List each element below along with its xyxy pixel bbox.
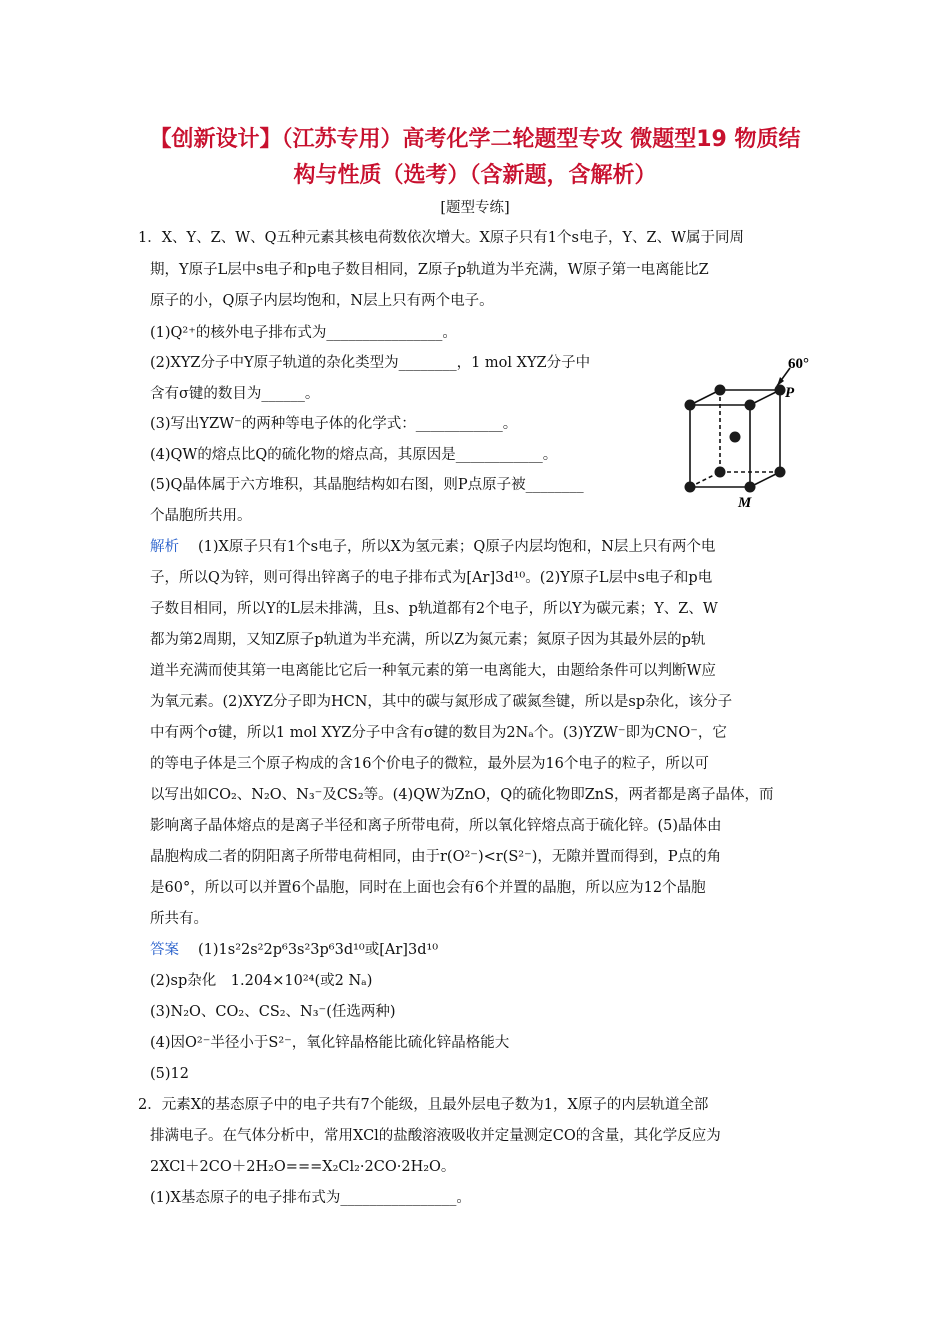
analysis-line: 影响离子晶体熔点的是离子半径和离子所带电荷，所以氧化锌熔点高于硫化锌。(5)晶体由 — [150, 818, 722, 834]
analysis-line: 子数目相同，所以Y的L层未排满，且s、p轨道都有2个电子，所以Y为碳元素；Y、Z、W — [150, 601, 718, 617]
q1-part: (2)XYZ分子中Y原子轨道的杂化类型为________，1 mol XYZ分子中 — [150, 355, 591, 371]
angle-label: 60° — [788, 356, 809, 372]
q2-stem-line: 排满电子。在气体分析中，常用XCl的盐酸溶液吸收并定量测定CO的含量，其化学反应为 — [150, 1128, 721, 1144]
point-m-label: M — [738, 495, 752, 511]
analysis-label: 解析 — [150, 539, 179, 555]
analysis-line: 道半充满而使其第一电离能比它后一种氧元素的第一电离能大，由题给条件可以判断W应 — [150, 663, 716, 679]
analysis-line: (1)X原子只有1个s电子，所以X为氢元素；Q原子内层均饱和，N层上只有两个电 — [198, 539, 716, 555]
section-subtitle: [题型专练] — [440, 200, 510, 216]
analysis-line: 以写出如CO₂、N₂O、N₃⁻及CS₂等。(4)QW为ZnO，Q的硫化物即ZnS，两者都是离子晶体，而 — [150, 787, 774, 803]
q2-stem-line: 2XCl＋2CO＋2H₂O===X₂Cl₂·2CO·2H₂O。 — [150, 1159, 456, 1175]
atom — [715, 385, 726, 396]
atom-interior — [730, 432, 741, 443]
atom — [775, 467, 786, 478]
answer-line: (4)因O²⁻半径小于S²⁻，氧化锌晶格能比硫化锌晶格能大 — [150, 1035, 510, 1051]
answer-line: (2)sp杂化 1.204×10²⁴(或2 Nₐ) — [150, 973, 373, 989]
answer-line: (3)N₂O、CO₂、CS₂、N₃⁻(任选两种) — [150, 1004, 396, 1020]
analysis-line: 所共有。 — [150, 911, 208, 927]
atom — [685, 482, 696, 493]
q1-part: 个晶胞所共用。 — [150, 508, 252, 524]
analysis-line: 子，所以Q为锌，则可得出锌离子的电子排布式为[Ar]3d¹⁰。(2)Y原子L层中s电子和p电 — [150, 570, 713, 586]
q1-stem-line: 1．X、Y、Z、W、Q五种元素其核电荷数依次增大。X原子只有1个s电子，Y、Z、W属于同周 — [138, 230, 745, 246]
answer-label: 答案 — [150, 942, 179, 958]
point-p-label: P — [785, 385, 795, 401]
q2-part: (1)X基态原子的电子排布式为________________。 — [150, 1190, 471, 1206]
title-line-2: 构与性质（选考）（含新题，含解析） — [293, 163, 657, 188]
unit-cell-figure — [680, 350, 830, 515]
analysis-line: 是60°，所以可以并置6个晶胞，同时在上面也会有6个并置的晶胞，所以应为12个晶胞 — [150, 880, 706, 896]
atom-p — [775, 385, 786, 396]
document-title — [120, 122, 830, 194]
q1-part: (1)Q²⁺的核外电子排布式为________________。 — [150, 325, 457, 341]
q1-part: (4)QW的熔点比Q的硫化物的熔点高，其原因是____________。 — [150, 447, 558, 463]
analysis-line: 晶胞构成二者的阴阳离子所带电荷相同，由于r(O²⁻)<r(S²⁻)，无隙并置而得到，P点的角 — [150, 849, 722, 865]
title-line-1: 【创新设计】（江苏专用）高考化学二轮题型专攻 微题型19 物质结 — [149, 127, 801, 152]
q1-part: (5)Q晶体属于六方堆积，其晶胞结构如右图，则P点原子被________ — [150, 477, 584, 493]
answer-line: (5)12 — [150, 1066, 189, 1082]
atom — [745, 400, 756, 411]
analysis-line: 为氧元素。(2)XYZ分子即为HCN，其中的碳与氮形成了碳氮叁键，所以是sp杂化，该分子 — [150, 694, 733, 710]
atom-m — [745, 482, 756, 493]
q1-part: 含有σ键的数目为______。 — [150, 386, 320, 402]
analysis-line: 都为第2周期，又知Z原子p轨道为半充满，所以Z为氮元素；氮原子因为其最外层的p轨 — [150, 632, 706, 648]
analysis-line: 的等电子体是三个原子构成的含16个价电子的微粒，最外层为16个电子的粒子，所以可 — [150, 756, 709, 772]
atom — [715, 467, 726, 478]
atom — [685, 400, 696, 411]
answer-line: (1)1s²2s²2p⁶3s²3p⁶3d¹⁰或[Ar]3d¹⁰ — [198, 942, 439, 958]
q1-stem-line: 原子的小，Q原子内层均饱和，N层上只有两个电子。 — [150, 293, 494, 309]
q1-part: (3)写出YZW⁻的两种等电子体的化学式：____________。 — [150, 416, 518, 432]
analysis-line: 中有两个σ键，所以1 mol XYZ分子中含有σ键的数目为2Nₐ个。(3)YZW⁻即为CNO⁻，它 — [150, 725, 727, 741]
q2-stem-line: 2．元素X的基态原子中的电子共有7个能级，且最外层电子数为1，X原子的内层轨道全部 — [138, 1097, 709, 1113]
q1-stem-line: 期，Y原子L层中s电子和p电子数目相同，Z原子p轨道为半充满，W原子第一电离能比Z — [150, 262, 709, 278]
